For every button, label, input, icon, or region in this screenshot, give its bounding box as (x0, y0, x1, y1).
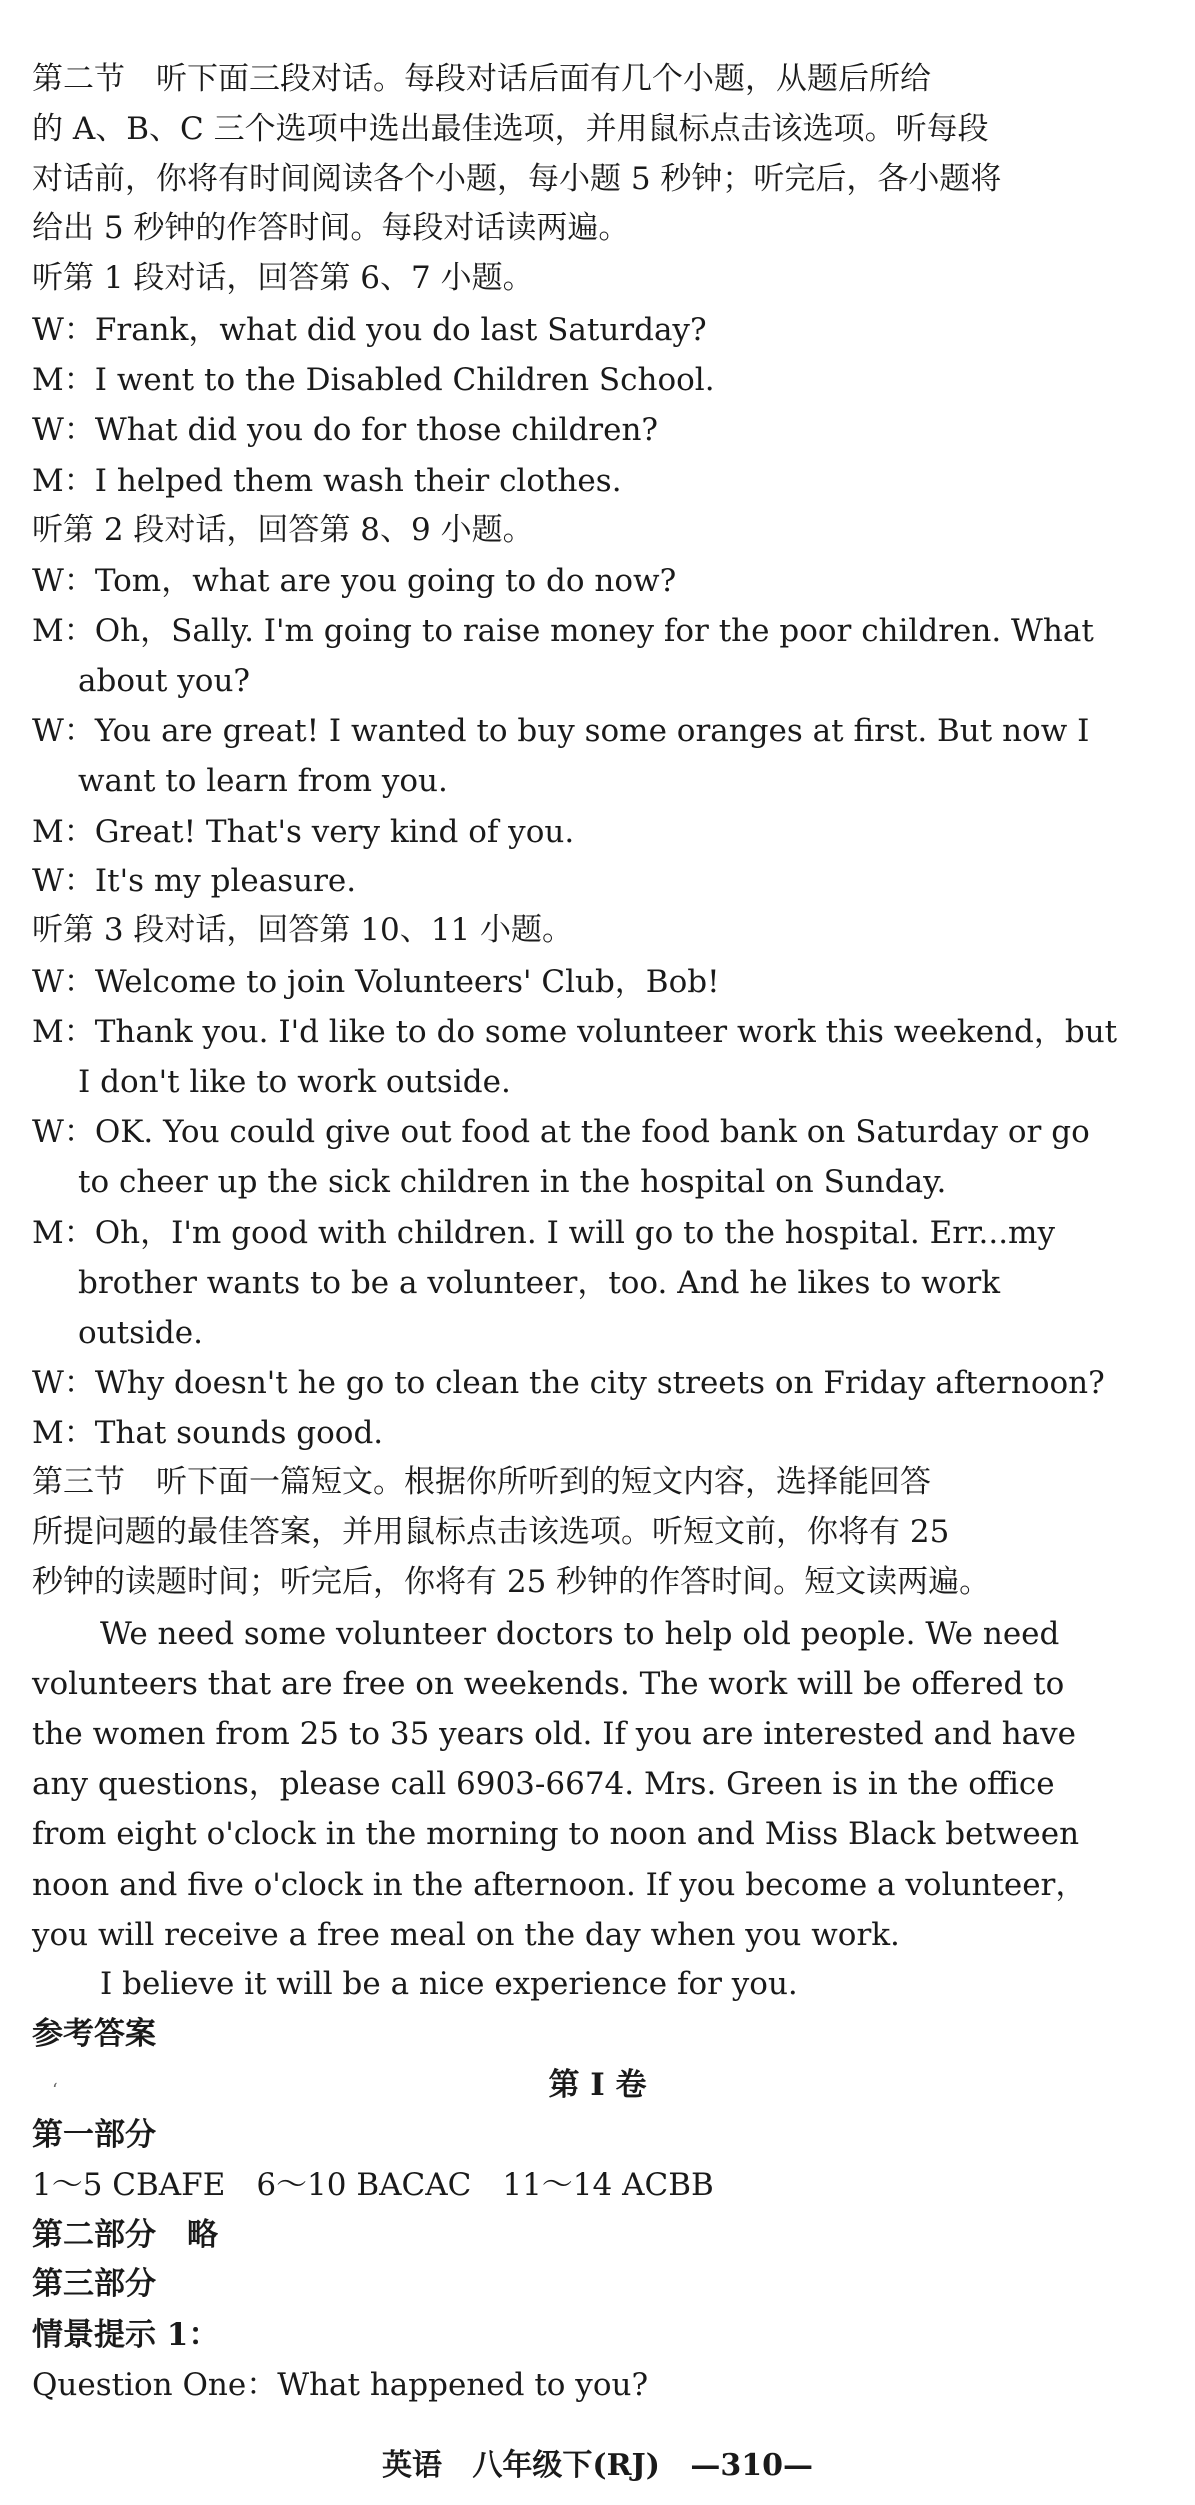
section2-instruction-line-1: 第二节 听下面三段对话。每段对话后面有几个小题，从题后所给 (32, 61, 931, 97)
page-footer (0, 2440, 1195, 2484)
part1-label: 第一部分 (32, 2117, 156, 2153)
section2-instruction-line-2: 的 A、B、C 三个选项中选出最佳选项，并用鼠标点击该选项。听每段 (32, 111, 989, 147)
dialogue2-line-2-cont: about you? (78, 663, 251, 699)
dialogue2-line-2: M：Oh，Sally. I'm going to raise money for the poor children. What (32, 613, 1094, 649)
dialogue2-line-1: W：Tom，what are you going to do now? (32, 563, 677, 599)
passage-line-3: the women from 25 to 35 years old. If you are interested and have (32, 1716, 1076, 1752)
part2-line: 第二部分 略 (32, 2217, 218, 2253)
dialogue3-heading: 听第 3 段对话，回答第 10、11 小题。 (32, 912, 574, 948)
scene-prompt-label: 情景提示 1： (32, 2317, 220, 2353)
dialogue3-line-5: W：Why doesn't he go to clean the city streets on Friday afternoon? (32, 1365, 1105, 1401)
question-one-line: Question One：What happened to you? (32, 2367, 649, 2403)
section3-instruction-line-2: 所提问题的最佳答案，并用鼠标点击该选项。听短文前，你将有 25 (32, 1514, 950, 1550)
passage-line-7: you will receive a free meal on the day when you work. (32, 1917, 900, 1953)
dialogue3-line-6: M：That sounds good. (32, 1415, 384, 1451)
dialogue2-line-3-cont: want to learn from you. (78, 763, 448, 799)
dialogue3-line-4-cont-2: outside. (78, 1315, 203, 1351)
dialogue2-line-3: W：You are great! I wanted to buy some oranges at first. But now I (32, 713, 1090, 749)
section2-instruction-line-3: 对话前，你将有时间阅读各个小题，每小题 5 秒钟；听完后，各小题将 (32, 161, 1002, 197)
part3-label: 第三部分 (32, 2266, 156, 2302)
part1-answers: 1～5 CBAFE 6～10 BACAC 11～14 ACBB (32, 2167, 714, 2203)
dialogue2-line-5: W：It's my pleasure. (32, 863, 357, 899)
dialogue1-heading: 听第 1 段对话，回答第 6、7 小题。 (32, 260, 534, 296)
dialogue2-heading: 听第 2 段对话，回答第 8、9 小题。 (32, 512, 534, 548)
dialogue3-line-3-cont: to cheer up the sick children in the hospital on Sunday. (78, 1164, 947, 1200)
footer-grade: 八年级下(RJ) (472, 2448, 660, 2483)
stray-mark: ‘ (52, 2080, 58, 2101)
dialogue2-line-4: M：Great! That's very kind of you. (32, 814, 575, 850)
passage-line-4: any questions，please call 6903-6674. Mrs. Green is in the office (32, 1766, 1055, 1802)
dialogue1-line-4: M：I helped them wash their clothes. (32, 463, 622, 499)
dialogue1-line-3: W：What did you do for those children? (32, 412, 659, 448)
section3-instruction-line-1: 第三节 听下面一篇短文。根据你所听到的短文内容，选择能回答 (32, 1464, 931, 1500)
passage-line-5: from eight o'clock in the morning to noon and Miss Black between (32, 1816, 1080, 1852)
footer-subject: 英语 (381, 2448, 442, 2483)
passage-line-1: We need some volunteer doctors to help old people. We need (100, 1616, 1060, 1652)
section3-instruction-line-3: 秒钟的读题时间；听完后，你将有 25 秒钟的作答时间。短文读两遍。 (32, 1564, 991, 1600)
volume-title: 第 Ⅰ 卷 (548, 2067, 647, 2103)
footer-page-number: —310— (690, 2448, 814, 2483)
dialogue3-line-3: W：OK. You could give out food at the food bank on Saturday or go (32, 1114, 1090, 1150)
dialogue3-line-4: M：Oh，I'm good with children. I will go to the hospital. Err...my (32, 1215, 1055, 1251)
dialogue1-line-1: W：Frank，what did you do last Saturday? (32, 312, 707, 348)
dialogue1-line-2: M：I went to the Disabled Children School. (32, 362, 715, 398)
section2-instruction-line-4: 给出 5 秒钟的作答时间。每段对话读两遍。 (32, 210, 630, 246)
passage-line-2: volunteers that are free on weekends. The work will be offered to (32, 1666, 1065, 1702)
passage-line-6: noon and five o'clock in the afternoon. If you become a volunteer， (32, 1867, 1087, 1903)
dialogue3-line-2-cont: I don't like to work outside. (78, 1064, 511, 1100)
answer-key-heading: 参考答案 (32, 2016, 156, 2052)
passage-line-8: I believe it will be a nice experience for you. (100, 1966, 798, 2002)
dialogue3-line-1: W：Welcome to join Volunteers' Club，Bob! (32, 964, 720, 1000)
dialogue3-line-4-cont-1: brother wants to be a volunteer，too. And he likes to work (78, 1265, 1000, 1301)
dialogue3-line-2: M：Thank you. I'd like to do some volunteer work this weekend，but (32, 1014, 1118, 1050)
